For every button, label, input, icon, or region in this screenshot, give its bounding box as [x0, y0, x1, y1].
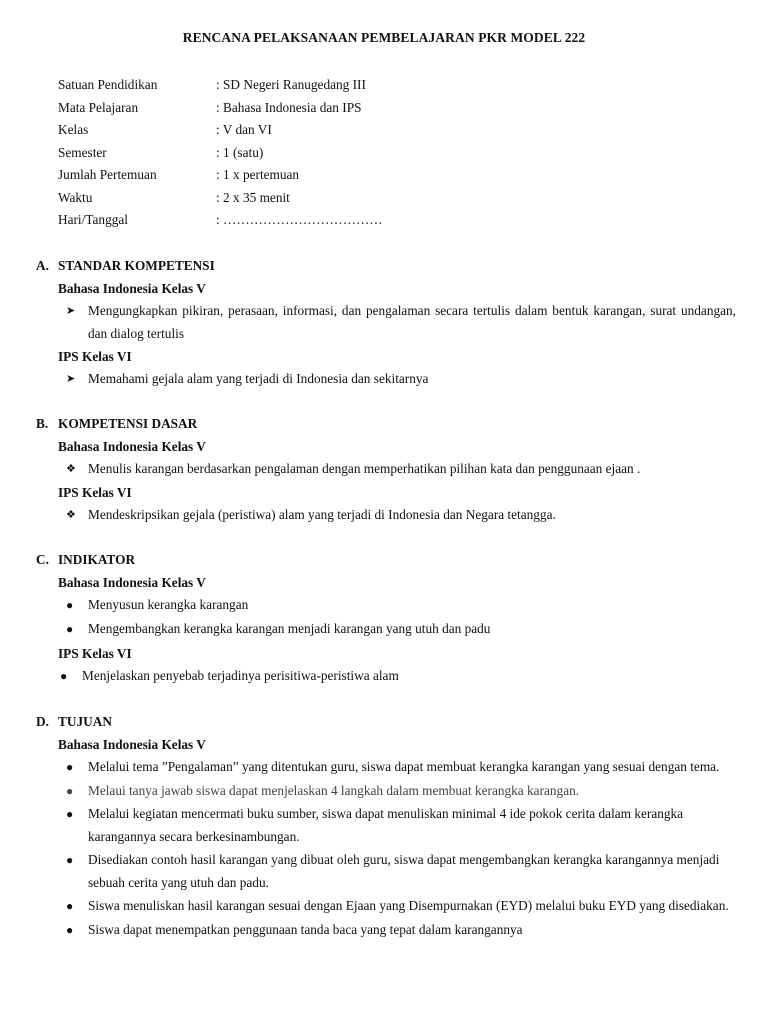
section-title: STANDAR KOMPETENSI — [58, 258, 215, 273]
identity-value: : 1 x pertemuan — [216, 167, 300, 182]
list-item-text: Melalui kegiatan mencermati buku sumber, siswa dapat menuliskan minimal 4 ide pokok cerita dalam kerangka karangannya secara berkesinambungan. — [88, 806, 684, 844]
identity-label: Kelas — [58, 122, 89, 137]
identity-value: : ……………………………… — [216, 212, 383, 227]
list-item-text: Menjelaskan penyebab terjadinya perisitiwa-peristiwa alam — [82, 668, 399, 683]
identity-value: : 2 x 35 menit — [216, 189, 290, 205]
section-title: INDIKATOR — [58, 552, 136, 567]
list-item-text: Mengembangkan kerangka karangan menjadi karangan yang utuh dan padu — [88, 621, 491, 636]
dot-bullet-icon: ● — [66, 760, 74, 774]
identity-value: : V dan VI — [216, 122, 272, 137]
arrow-bullet-icon: ➤ — [66, 373, 76, 385]
identity-value: : Bahasa Indonesia dan IPS — [216, 99, 362, 115]
subsection-heading: Bahasa Indonesia Kelas V — [58, 439, 206, 454]
dot-bullet-icon: ● — [66, 853, 74, 867]
subsection-heading: Bahasa Indonesia Kelas V — [58, 737, 206, 752]
list-item — [36, 618, 736, 642]
diamond-bullet-icon: ❖ — [66, 463, 76, 475]
subsection-heading: Bahasa Indonesia Kelas V — [58, 575, 206, 590]
dot-bullet-icon: ● — [66, 807, 74, 821]
dot-bullet-icon: ● — [66, 598, 74, 612]
identity-row — [58, 209, 383, 232]
list-item — [36, 368, 736, 391]
section-heading — [36, 548, 736, 571]
identity-label: Hari/Tanggal — [58, 212, 128, 227]
identity-row — [58, 142, 383, 165]
list-item-text: Siswa dapat menempatkan penggunaan tanda baca yang tepat dalam karangannya — [88, 921, 523, 937]
list-item-text: Memahami gejala alam yang terjadi di Indonesia dan sekitarnya — [88, 371, 429, 386]
subsection-heading: Bahasa Indonesia Kelas V — [58, 281, 206, 296]
list-item-text: Mendeskripsikan gejala (peristiwa) alam yang terjadi di Indonesia dan Negara tetangga. — [88, 506, 556, 522]
section-title: KOMPETENSI DASAR — [58, 416, 198, 431]
list-item — [36, 665, 736, 688]
list-item — [36, 756, 736, 779]
section-letter: C. — [36, 552, 49, 567]
section-title: TUJUAN — [58, 714, 112, 729]
list-item-text: Menyusun kerangka karangan — [88, 597, 249, 612]
list-item — [36, 919, 736, 942]
dot-bullet-icon: ● — [66, 922, 74, 937]
section-standar-kompetensi — [36, 254, 736, 391]
list-item-text: Mengungkapkan pikiran, perasaan, informasi, dan pengalaman secara tertulis dalam bentuk karangan, surat undangan, dan dialog tertulis — [88, 303, 736, 341]
section-tujuan — [36, 710, 736, 941]
document-title: RENCANA PELAKSANAAN PEMBELAJARAN PKR MODEL 222 — [182, 30, 586, 45]
subsection-heading: IPS Kelas VI — [58, 484, 132, 500]
subsection-heading: IPS Kelas VI — [58, 646, 132, 661]
list-item — [36, 803, 736, 848]
list-item — [36, 849, 736, 894]
list-item — [36, 504, 736, 527]
identity-label: Semester — [58, 144, 107, 160]
list-item — [36, 780, 736, 803]
dot-bullet-icon: ● — [66, 783, 74, 798]
list-item-text: Disediakan contoh hasil karangan yang dibuat oleh guru, siswa dapat mengembangkan kerangka karangannya menjadi sebuah cerita yang utuh dan padu. — [88, 852, 720, 890]
identity-label: Satuan Pendidikan — [58, 77, 158, 92]
identity-row — [58, 164, 383, 187]
list-item-text: Melaui tanya jawab siswa dapat menjelaskan 4 langkah dalam membuat kerangka karangan. — [88, 782, 580, 798]
identity-row — [58, 97, 383, 120]
list-item-text: Melalui tema ”Pengalaman” yang ditentukan guru, siswa dapat membuat kerangka karangan yang sesuai dengan tema. — [88, 759, 720, 774]
dot-bullet-icon: ● — [66, 899, 74, 913]
identity-row — [58, 74, 383, 97]
list-item-text: Menulis karangan berdasarkan pengalaman dengan memperhatikan pilihan kata dan penggunaan ejaan . — [88, 461, 641, 476]
identity-row — [58, 187, 383, 210]
identity-label: Waktu — [58, 189, 93, 205]
list-item — [36, 594, 736, 618]
list-item — [36, 895, 736, 918]
section-letter: B. — [36, 416, 49, 431]
identity-label: Jumlah Pertemuan — [58, 167, 157, 182]
identity-value: : SD Negeri Ranugedang III — [216, 77, 366, 92]
section-kompetensi-dasar — [36, 412, 736, 526]
identity-label: Mata Pelajaran — [58, 99, 139, 115]
section-heading — [36, 710, 736, 733]
identity-value: : 1 (satu) — [216, 144, 264, 160]
dot-bullet-icon: ● — [60, 669, 68, 683]
identity-table — [58, 74, 383, 232]
section-letter: A. — [36, 258, 49, 273]
identity-row — [58, 119, 383, 142]
dot-bullet-icon: ● — [66, 622, 74, 636]
section-indikator — [36, 548, 736, 688]
diamond-bullet-icon: ❖ — [66, 508, 76, 521]
section-letter: D. — [36, 714, 49, 729]
section-heading — [36, 254, 736, 277]
list-item — [36, 458, 736, 481]
arrow-bullet-icon: ➤ — [66, 305, 76, 317]
subsection-heading: IPS Kelas VI — [58, 349, 132, 364]
list-item-text: Siswa menuliskan hasil karangan sesuai dengan Ejaan yang Disempurnakan (EYD) melalui buku EYD yang disediakan. — [88, 898, 729, 913]
section-heading — [36, 412, 736, 435]
list-item — [36, 300, 736, 345]
